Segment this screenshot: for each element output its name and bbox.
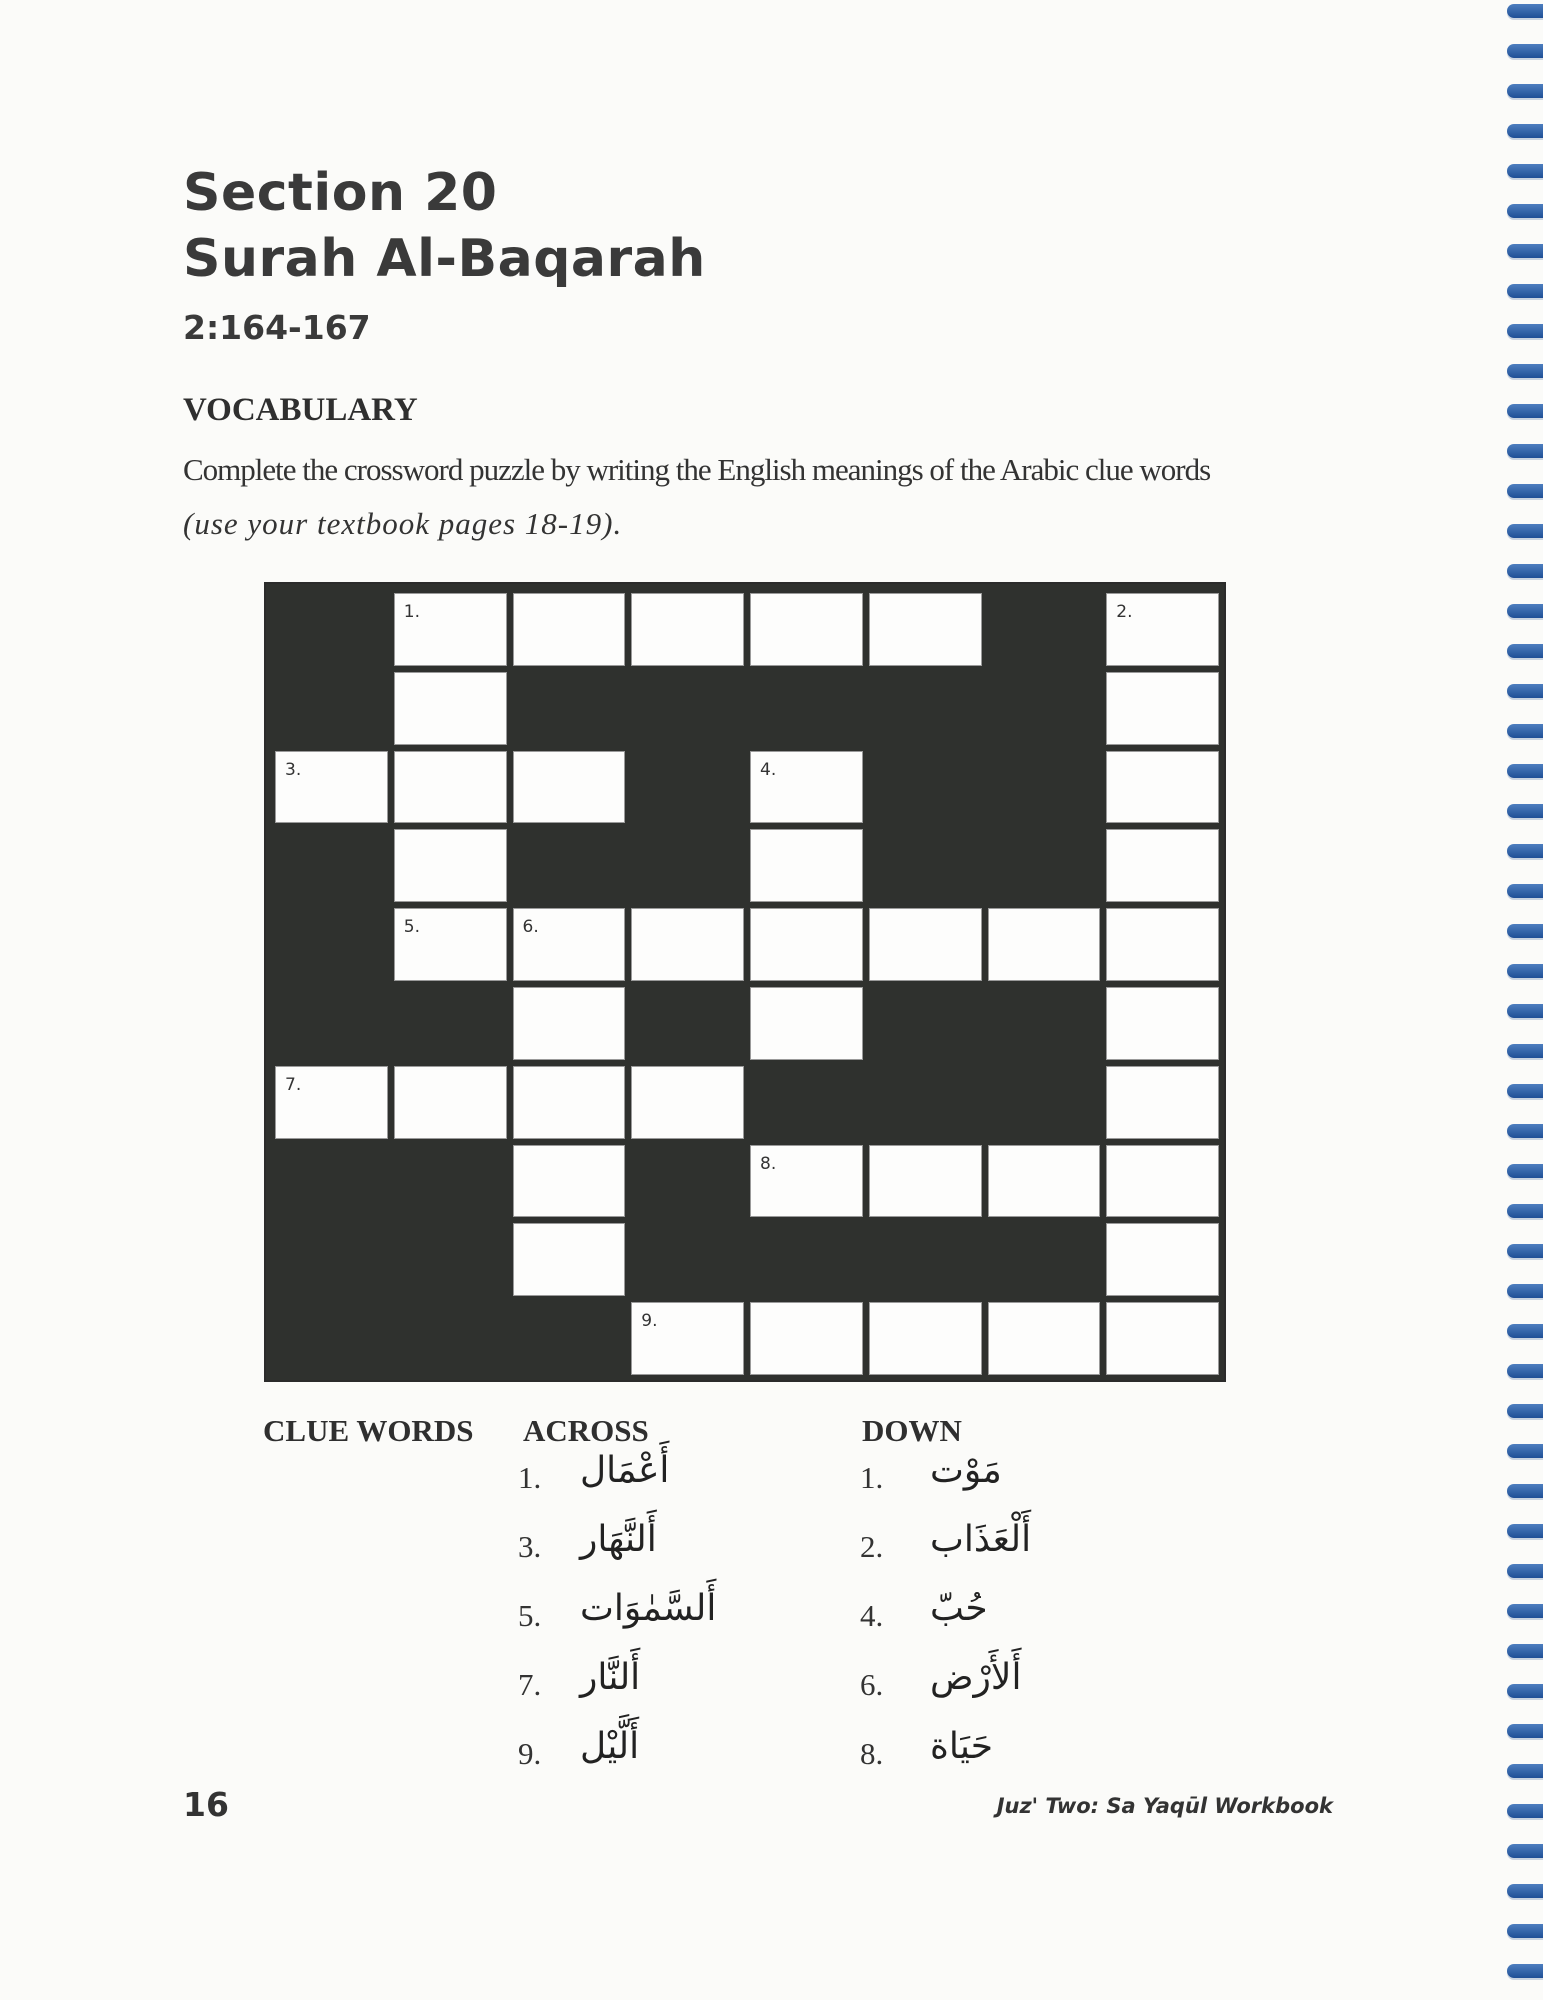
binding-ring: [1507, 1004, 1543, 1018]
binding-ring: [1507, 1564, 1543, 1578]
clue-number-2: 2.: [1116, 602, 1133, 622]
binding-ring: [1507, 1204, 1543, 1218]
section-number: Section 20: [183, 163, 498, 223]
down-label: DOWN: [862, 1413, 962, 1448]
crossword-cell[interactable]: [750, 1302, 863, 1375]
verse-reference: 2:164-167: [183, 308, 371, 347]
binding-ring: [1507, 1644, 1543, 1658]
binding-ring: [1507, 684, 1543, 698]
across-clue-number: 5.: [518, 1598, 542, 1633]
crossword-cell[interactable]: [631, 1302, 744, 1375]
down-clue: [860, 1657, 1080, 1717]
down-clue-arabic: حَيَاة: [930, 1726, 993, 1767]
binding-ring: [1507, 1764, 1543, 1778]
binding-ring: [1507, 1084, 1543, 1098]
across-clue-arabic: أَلنَّهَار: [580, 1519, 657, 1560]
crossword-cell[interactable]: [513, 1145, 626, 1218]
clue-number-3: 3.: [285, 759, 302, 780]
crossword-cell[interactable]: [631, 593, 744, 666]
across-clue-number: 9.: [518, 1736, 542, 1771]
binding-ring: [1507, 44, 1543, 58]
crossword-cell[interactable]: [869, 1302, 982, 1375]
crossword-cell[interactable]: [750, 987, 863, 1060]
binding-ring: [1507, 124, 1543, 138]
binding-ring: [1507, 4, 1543, 18]
binding-ring: [1507, 884, 1543, 898]
clue-words-label: CLUE WORDS: [263, 1413, 474, 1448]
binding-ring: [1507, 1484, 1543, 1498]
binding-ring: [1507, 724, 1543, 738]
spiral-binding: [1503, 0, 1543, 2000]
crossword-cell[interactable]: [513, 1223, 626, 1296]
across-clue-number: 3.: [518, 1529, 542, 1564]
across-clue: [518, 1657, 738, 1717]
down-clue-arabic: حُبّ: [930, 1588, 988, 1629]
down-clue: [860, 1588, 1080, 1648]
across-clue-arabic: أَعْمَال: [580, 1450, 670, 1491]
crossword-cell[interactable]: [750, 593, 863, 666]
binding-ring: [1507, 844, 1543, 858]
across-clue-number: 7.: [518, 1667, 542, 1702]
crossword-cell[interactable]: [750, 908, 863, 981]
down-clue-arabic: مَوْت: [930, 1450, 1002, 1491]
section-heading: [183, 160, 706, 292]
crossword-cell[interactable]: [1106, 1302, 1219, 1375]
binding-ring: [1507, 524, 1543, 538]
binding-ring: [1507, 1884, 1543, 1898]
crossword-cell[interactable]: [275, 1066, 388, 1139]
binding-ring: [1507, 84, 1543, 98]
crossword-cell[interactable]: [1106, 1145, 1219, 1218]
binding-ring: [1507, 1124, 1543, 1138]
crossword-cell[interactable]: [1106, 1223, 1219, 1296]
across-clue-number: 1.: [518, 1460, 542, 1495]
down-clue-arabic: أَلْعَذَاب: [930, 1519, 1032, 1560]
binding-ring: [1507, 1444, 1543, 1458]
crossword-grid: [264, 582, 1226, 1382]
page-number: 16: [183, 1785, 229, 1824]
crossword-cell[interactable]: [1106, 908, 1219, 981]
binding-ring: [1507, 964, 1543, 978]
down-clue: [860, 1519, 1080, 1579]
binding-ring: [1507, 924, 1543, 938]
binding-ring: [1507, 1404, 1543, 1418]
binding-ring: [1507, 1964, 1543, 1978]
binding-ring: [1507, 244, 1543, 258]
down-clue-number: 6.: [860, 1667, 884, 1702]
crossword-cell[interactable]: [513, 751, 626, 824]
crossword-cell[interactable]: [1106, 593, 1219, 666]
crossword-cell[interactable]: [1106, 987, 1219, 1060]
crossword-cell[interactable]: [869, 593, 982, 666]
binding-ring: [1507, 1244, 1543, 1258]
crossword-cell[interactable]: [1106, 829, 1219, 902]
clue-number-4: 4.: [760, 759, 777, 780]
crossword-cell[interactable]: [394, 672, 507, 745]
binding-ring: [1507, 484, 1543, 498]
crossword-cell[interactable]: [988, 1145, 1101, 1218]
across-clue: [518, 1450, 738, 1510]
clue-number-7: 7.: [285, 1074, 302, 1095]
binding-ring: [1507, 764, 1543, 778]
down-clue-number: 4.: [860, 1598, 884, 1633]
crossword-cell[interactable]: [1106, 1066, 1219, 1139]
crossword-cell[interactable]: [513, 1066, 626, 1139]
binding-ring: [1507, 1924, 1543, 1938]
crossword-cell[interactable]: [394, 1066, 507, 1139]
binding-ring: [1507, 604, 1543, 618]
binding-ring: [1507, 284, 1543, 298]
clue-number-8: 8.: [760, 1153, 777, 1174]
crossword-cell[interactable]: [869, 1145, 982, 1218]
binding-ring: [1507, 1164, 1543, 1178]
across-clue-arabic: أَلَّيْل: [580, 1726, 640, 1767]
down-clue-number: 1.: [860, 1460, 884, 1495]
crossword-cell[interactable]: [513, 987, 626, 1060]
binding-ring: [1507, 564, 1543, 578]
down-clue: [860, 1450, 1080, 1510]
vocabulary-heading: VOCABULARY: [183, 392, 418, 428]
binding-ring: [1507, 1604, 1543, 1618]
crossword-cell[interactable]: [394, 908, 507, 981]
binding-ring: [1507, 364, 1543, 378]
down-clue-number: 2.: [860, 1529, 884, 1564]
binding-ring: [1507, 1804, 1543, 1818]
crossword-cell[interactable]: [750, 751, 863, 824]
down-clue: [860, 1726, 1080, 1786]
crossword-cell[interactable]: [513, 908, 626, 981]
binding-ring: [1507, 1364, 1543, 1378]
crossword-cell[interactable]: [394, 829, 507, 902]
crossword-cell[interactable]: [631, 1066, 744, 1139]
binding-ring: [1507, 1044, 1543, 1058]
clue-number-6: 6.: [522, 917, 539, 938]
across-clue: [518, 1726, 738, 1786]
crossword-cell[interactable]: [750, 829, 863, 902]
crossword-cell[interactable]: [869, 908, 982, 981]
across-clue-arabic: أَلنَّار: [580, 1657, 641, 1698]
crossword-cell[interactable]: [275, 751, 388, 824]
clue-number-1: 1.: [403, 602, 420, 622]
book-title: Juz' Two: Sa Yaqūl Workbook: [996, 1794, 1333, 1818]
across-clue: [518, 1519, 738, 1579]
crossword-cell[interactable]: [394, 751, 507, 824]
binding-ring: [1507, 444, 1543, 458]
binding-ring: [1507, 164, 1543, 178]
down-clue-number: 8.: [860, 1736, 884, 1771]
binding-ring: [1507, 204, 1543, 218]
binding-ring: [1507, 1844, 1543, 1858]
instruction-text: Complete the crossword puzzle by writing the English meanings of the Arabic clue words: [183, 452, 1211, 487]
binding-ring: [1507, 1284, 1543, 1298]
textbook-note: (use your textbook pages 18-19).: [183, 506, 623, 541]
crossword-cell[interactable]: [631, 908, 744, 981]
binding-ring: [1507, 1724, 1543, 1738]
crossword-cell[interactable]: [988, 1302, 1101, 1375]
binding-ring: [1507, 324, 1543, 338]
clue-number-5: 5.: [403, 917, 420, 938]
crossword-cell[interactable]: [513, 593, 626, 666]
binding-ring: [1507, 404, 1543, 418]
across-label: ACROSS: [523, 1413, 649, 1448]
surah-title: Surah Al-Baqarah: [183, 229, 706, 289]
binding-ring: [1507, 804, 1543, 818]
binding-ring: [1507, 1684, 1543, 1698]
crossword-cell[interactable]: [750, 1145, 863, 1218]
crossword-cell[interactable]: [394, 593, 507, 666]
crossword-cell[interactable]: [1106, 672, 1219, 745]
down-clue-arabic: أَلأَرْض: [930, 1657, 1022, 1698]
crossword-cell[interactable]: [988, 908, 1101, 981]
binding-ring: [1507, 1524, 1543, 1538]
clue-number-9: 9.: [641, 1311, 658, 1332]
across-clue-arabic: أَلسَّمٰوَات: [580, 1588, 717, 1629]
across-clue: [518, 1588, 738, 1648]
crossword-cell[interactable]: [1106, 751, 1219, 824]
binding-ring: [1507, 644, 1543, 658]
binding-ring: [1507, 1324, 1543, 1338]
